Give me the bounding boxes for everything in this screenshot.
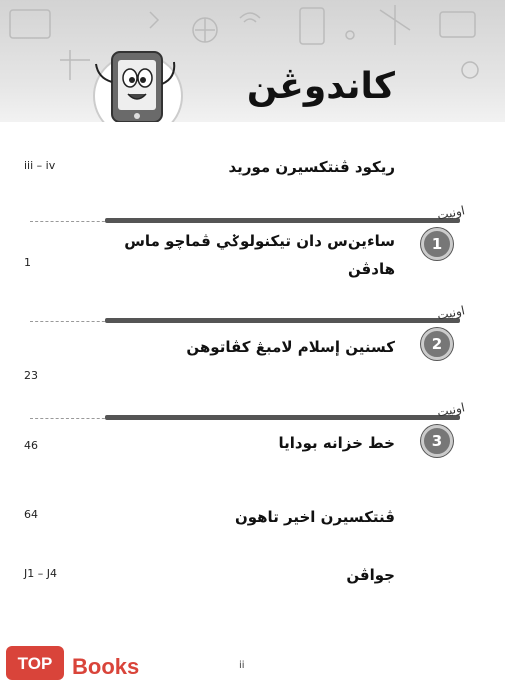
unit-1-label: اونيت: [435, 203, 467, 223]
toc-entry-unit-1-line1: ساءين‌س دان تيکنولوݢي ڤماچو ماس: [124, 232, 395, 250]
svg-text:TOP: TOP: [17, 654, 53, 673]
header-banner: [0, 0, 505, 122]
topbooks-logo-text: Books: [72, 654, 140, 679]
toc-entry-record: ريکود ڤنتکسيرن موريد: [228, 158, 395, 176]
dashed-divider: [30, 418, 110, 419]
topbooks-watermark: [0, 640, 190, 688]
toc-entry-unit-1-line2: هادڤن: [347, 260, 395, 278]
toc-entry-unit-3: خط خزانه بودايا: [278, 434, 395, 452]
unit-3-bar: [105, 415, 460, 420]
unit-2-label: اونيت: [435, 303, 467, 323]
dashed-divider: [30, 321, 110, 322]
unit-3-label: اونيت: [435, 400, 467, 420]
toc-entry-final-assessment: ڤنتکسيرن اخير تاهون: [234, 508, 395, 526]
page-number: J1 – J4: [24, 567, 57, 580]
dashed-divider: [30, 221, 110, 222]
unit-3-number: 3: [421, 425, 453, 457]
page-number: 46: [24, 439, 38, 452]
toc-entry-unit-2: کسنين إسلام لامبڠ كڤاتوهن: [186, 338, 395, 356]
unit-1-bar: [105, 218, 460, 223]
topbooks-logo-icon: [6, 646, 64, 680]
toc-entry-answers: جواڤن: [346, 566, 395, 584]
page-number: 23: [24, 369, 38, 382]
tablet-mascot-icon: [82, 42, 194, 122]
footer-page-number: ii: [239, 660, 245, 671]
page-title: كاندوڠن: [246, 66, 395, 107]
page-number: 64: [24, 508, 38, 521]
page-number: 1: [24, 256, 31, 269]
unit-1-number: 1: [421, 228, 453, 260]
unit-2-bar: [105, 318, 460, 323]
page-number: iii – iv: [24, 159, 56, 172]
unit-2-number: 2: [421, 328, 453, 360]
